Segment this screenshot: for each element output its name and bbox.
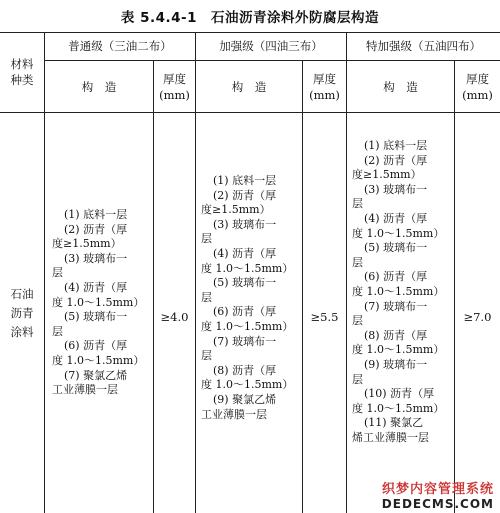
structure-line: 层 [52, 266, 63, 280]
structure-line: (5) 玻璃布一 [364, 241, 428, 255]
structure-line: (10) 沥青（厚 [364, 387, 435, 401]
structure-line: (11) 聚氯乙 [364, 416, 424, 430]
structure-line: (4) 沥青（厚 [213, 246, 277, 260]
structure-line: 度 1.0～1.5mm） [352, 226, 445, 240]
structure-line: 工业薄膜一层 [201, 407, 267, 421]
material-line-3: 涂料 [10, 324, 34, 339]
header-enhanced-thickness [303, 61, 346, 112]
watermark-line-2: DEDECMS.COM [381, 497, 494, 511]
structure-line: 度 1.0～1.5mm） [52, 353, 145, 367]
structure-line: 度≥1.5mm） [352, 168, 422, 182]
structure-line: 层 [201, 349, 212, 363]
material-name [0, 113, 44, 513]
structure-line: (4) 沥青（厚 [64, 280, 128, 294]
thickness-unit: (mm) [159, 87, 190, 102]
structure-line: 层 [201, 232, 212, 246]
header-special-structure: 构 造 [383, 79, 418, 94]
structure-line: (5) 玻璃布一 [64, 310, 128, 324]
header-special-thickness [455, 61, 500, 112]
thickness-label: 厚度 [466, 71, 489, 86]
structure-line: (6) 沥青（厚 [364, 270, 428, 284]
special-thickness-value: ≥7.0 [463, 310, 492, 324]
structure-line: (6) 沥青（厚 [213, 305, 277, 319]
enhanced-structure-list [201, 174, 301, 422]
header-enhanced-grade: 加强级（四油三布） [219, 39, 323, 53]
structure-line: (1) 底料一层 [213, 174, 277, 187]
thickness-unit: (mm) [309, 87, 340, 102]
header-enhanced-structure: 构 造 [231, 79, 267, 94]
structure-line: 层 [352, 372, 363, 386]
watermark [382, 478, 494, 511]
enhanced-thickness-value: ≥5.5 [310, 310, 339, 324]
structure-line: (7) 玻璃布一 [213, 334, 277, 348]
header-bottom-border [0, 112, 500, 113]
col-divider-4 [302, 60, 303, 513]
normal-thickness-value: ≥4.0 [160, 310, 189, 324]
structure-line: (8) 沥青（厚 [213, 363, 277, 377]
structure-line: 度 1.0～1.5mm） [201, 319, 294, 333]
structure-line: 工业薄膜一层 [52, 383, 118, 397]
structure-line: (5) 玻璃布一 [213, 276, 277, 290]
normal-structure-list [52, 208, 152, 398]
structure-line: (3) 玻璃布一 [213, 217, 277, 231]
anticorrosion-table [0, 32, 500, 513]
col-divider-2 [153, 60, 154, 513]
header-material-line-1: 材料 [10, 57, 34, 71]
structure-line: (9) 聚氯乙烯 [213, 392, 277, 406]
header-normal-thickness [154, 61, 195, 112]
thickness-unit: (mm) [462, 87, 493, 102]
structure-line: 层 [201, 290, 212, 304]
structure-line: (3) 玻璃布一 [64, 251, 128, 265]
structure-line: 层 [352, 255, 363, 269]
structure-line: 度 1.0～1.5mm） [201, 261, 294, 275]
structure-line: (2) 沥青（厚 [213, 188, 277, 202]
structure-line: (2) 沥青（厚 [364, 153, 428, 167]
structure-line: 度 1.0～1.5mm） [201, 378, 294, 392]
header-special-grade: 特加强级（五油四布） [366, 39, 481, 53]
structure-line: (8) 沥青（厚 [364, 328, 428, 342]
material-line-2: 沥青 [10, 305, 34, 320]
header-normal-grade: 普通级（三油二布） [68, 39, 172, 53]
structure-line: 度 1.0～1.5mm） [352, 284, 445, 298]
structure-line: (4) 沥青（厚 [364, 211, 428, 225]
special-structure-list [352, 139, 453, 445]
structure-line: 层 [52, 324, 63, 338]
thickness-label: 厚度 [313, 71, 336, 86]
structure-line: 层 [352, 314, 363, 328]
col-divider-6 [454, 60, 455, 513]
structure-line: 度 1.0～1.5mm） [352, 343, 445, 357]
structure-line: (6) 沥青（厚 [64, 339, 128, 353]
structure-line: 度 1.0～1.5mm） [52, 295, 145, 309]
structure-line: (9) 玻璃布一 [364, 357, 428, 371]
watermark-line-1: 织梦内容管理系统 [381, 482, 494, 497]
structure-line: (1) 底料一层 [64, 208, 128, 221]
structure-line: 度 1.0～1.5mm） [352, 401, 445, 415]
structure-line: 度≥1.5mm） [52, 237, 122, 251]
thickness-label: 厚度 [163, 71, 186, 86]
header-material-line-2: 种类 [10, 73, 34, 87]
material-line-1: 石油 [10, 286, 34, 301]
structure-line: (7) 聚氯乙烯 [64, 368, 128, 382]
structure-line: (3) 玻璃布一 [364, 182, 428, 196]
structure-line: (2) 沥青（厚 [64, 222, 128, 236]
structure-line: (7) 玻璃布一 [364, 299, 428, 313]
structure-line: (1) 底料一层 [364, 139, 428, 152]
structure-line: 烯工业薄膜一层 [352, 430, 429, 444]
structure-line: 度≥1.5mm） [201, 203, 271, 217]
structure-line: 层 [352, 197, 363, 211]
header-material-type [0, 32, 44, 112]
table-title: 表 5.4.4-1 石油沥青涂料外防腐层构造 [120, 10, 380, 26]
header-normal-structure: 构 造 [81, 79, 117, 94]
